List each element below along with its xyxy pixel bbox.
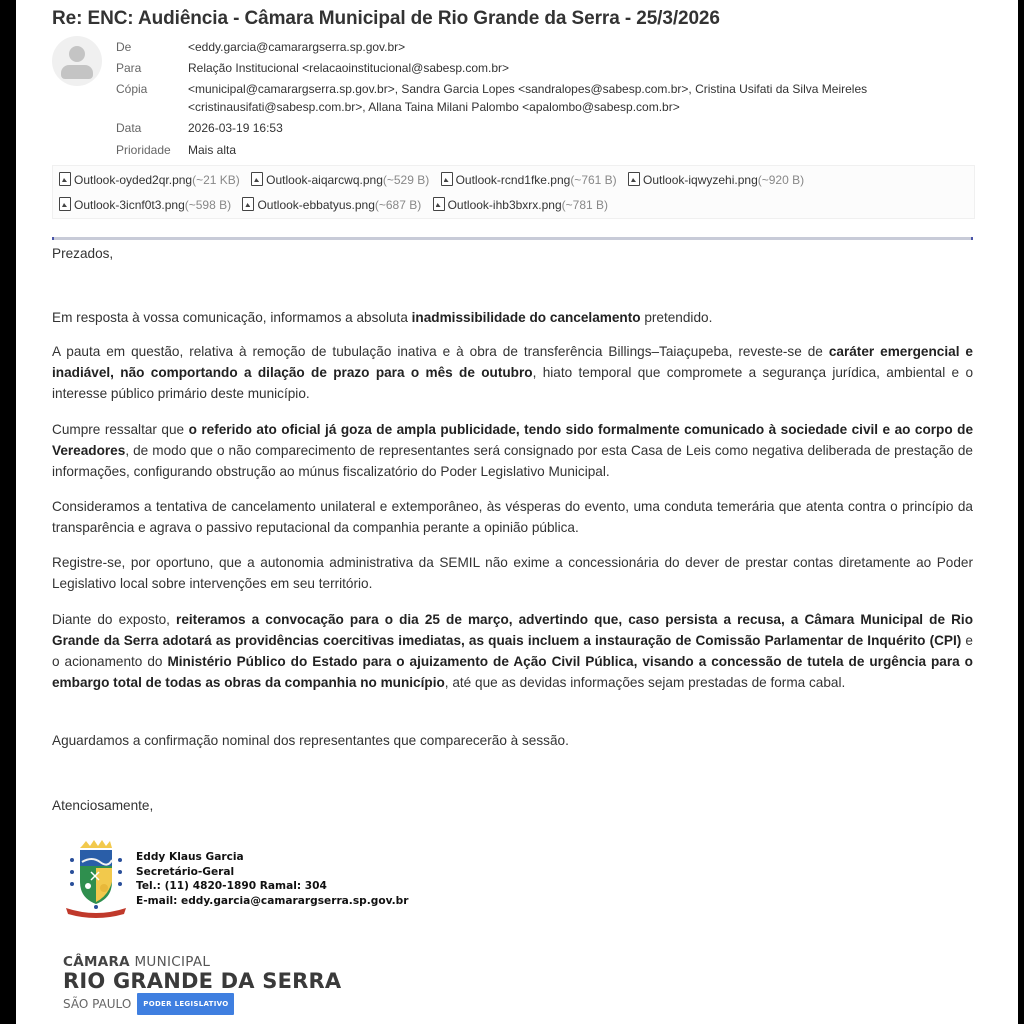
greeting: Prezados,	[52, 246, 114, 261]
crest-crown	[80, 840, 112, 848]
attachment-size: (~781 B)	[561, 198, 609, 212]
bold-run: o referido ato oficial já goza de ampla publicidade, tendo sido formalmente comunicado à sociedade civil e ao corpo de Vereadores	[52, 422, 974, 458]
attachment-item[interactable]	[242, 197, 421, 212]
logo-state: SÃO PAULO	[63, 997, 132, 1011]
attachment-size: (~761 B)	[570, 173, 617, 187]
logo-municipal: MUNICIPAL	[129, 954, 211, 970]
header-label: Prioridade	[116, 143, 171, 157]
signature-name: Eddy Klaus Garcia	[136, 851, 244, 863]
header-label: Cópia	[116, 82, 148, 96]
bold-run: inadmissibilidade do cancelamento	[411, 310, 641, 325]
text-run: A pauta em questão, relativa à remoção de tubulação inativa e à obra de transferência Billings–Taiaçupeba, reveste-se de	[52, 344, 829, 359]
header-priority-value: Mais alta	[188, 143, 237, 157]
text-run: pretendido.	[640, 310, 713, 325]
camara-logo	[63, 955, 341, 1015]
avatar-head-shape	[69, 46, 85, 62]
text-run: , hiato temporal que compromete a segurança jurídica, ambiental e o interesse público primário deste município.	[52, 365, 974, 401]
attachments-row-1	[59, 172, 812, 187]
logo-line-3	[63, 993, 341, 1015]
paragraph-4: Consideramos a tentativa de cancelamento unilateral e extemporâneo, às vésperas do evento, uma conduta temerária que atenta contra o princípio da transparência e agrava o passivo reputacional da companhia perante a opinião pública.	[52, 499, 973, 535]
text-run: e o acionamento do	[52, 633, 973, 669]
paragraph-7: Aguardamos a confirmação nominal dos representantes que comparecerão à sessão.	[52, 733, 569, 748]
text-run: Diante do exposto,	[52, 612, 177, 627]
logo-badge: PODER LEGISLATIVO	[137, 993, 234, 1015]
attachment-item[interactable]	[59, 172, 240, 187]
attachment-size: (~687 B)	[374, 198, 422, 212]
image-file-icon	[433, 197, 445, 211]
header-cc-value-line2[interactable]: <cristinausifati@sabesp.com.br>, Allana Taina Milani Palombo <apalombo@sabesp.com.br>	[188, 100, 680, 114]
attachment-size: (~598 B)	[184, 198, 232, 212]
attachments-panel	[52, 165, 975, 219]
image-file-icon	[628, 172, 640, 186]
attachment-item[interactable]	[59, 197, 231, 212]
attachment-name: Outlook-oyded2qr.png	[74, 173, 193, 187]
logo-line-1	[63, 955, 341, 970]
bold-run: Ministério Público do Estado para o ajuizamento de Ação Civil Pública, visando a concessão de tutela de urgência para o embargo total de todas as obras da companhia no município	[52, 654, 973, 690]
bold-run: caráter emergencial e inadiável, não comportando a dilação de prazo para o mês de outubro	[52, 344, 973, 380]
attachment-size: (~529 B)	[382, 173, 430, 187]
header-label: Para	[116, 61, 142, 75]
attachment-name: Outlook-aiqarcwq.png	[266, 173, 383, 187]
image-file-icon	[59, 197, 71, 211]
email-subject: Re: ENC: Audiência - Câmara Municipal de Rio Grande da Serra - 25/3/2026	[52, 8, 720, 29]
image-file-icon	[59, 172, 71, 186]
logo-line-2: RIO GRANDE DA SERRA	[63, 969, 342, 993]
header-date-value: 2026-03-19 16:53	[188, 121, 283, 135]
header-from-value[interactable]: <eddy.garcia@camarargserra.sp.gov.br>	[188, 40, 406, 54]
paragraph-3	[52, 419, 973, 482]
crest-detail	[85, 883, 91, 889]
text-run: , de modo que o não comparecimento de representantes será consignado por esta Casa de Leis como negativa deliberada de prestação de informações, configurando obstrução ao múnus fiscalizatório do Poder Legislativo Municipal.	[52, 443, 973, 479]
logo-camara: CÂMARA	[63, 954, 130, 970]
attachment-item[interactable]	[251, 172, 429, 187]
image-file-icon	[251, 172, 263, 186]
header-to-value[interactable]: Relação Institucional <relacaoinstitucional@sabesp.com.br>	[188, 61, 510, 75]
signature-role: Secretário-Geral	[136, 865, 235, 878]
paragraph-1	[52, 307, 973, 328]
signature-email[interactable]: E-mail: eddy.garcia@camarargserra.sp.gov.br	[136, 894, 409, 907]
attachment-size: (~920 B)	[757, 173, 805, 187]
sender-avatar	[52, 36, 102, 86]
body-divider	[52, 237, 973, 240]
email-signature	[136, 850, 408, 908]
avatar-body-shape	[61, 65, 93, 79]
image-file-icon	[441, 172, 453, 186]
paragraph-2	[52, 341, 973, 404]
attachments-row-2	[59, 197, 616, 212]
coat-of-arms-icon	[64, 838, 128, 918]
attachment-name: Outlook-rcnd1fke.png	[455, 173, 571, 187]
email-view	[16, 0, 1018, 1024]
image-file-icon	[242, 197, 254, 211]
text-run: Em resposta à vossa comunicação, informamos a absoluta	[52, 310, 412, 325]
header-cc-value[interactable]: <municipal@camarargserra.sp.gov.br>, Sandra Garcia Lopes <sandralopes@sabesp.com.br>, Cristina Usifati da Silva Meireles	[188, 82, 868, 96]
attachment-item[interactable]	[628, 172, 804, 187]
paragraph-5: Registre-se, por oportuno, que a autonomia administrativa da SEMIL não exime a concessionária do dever de prestar contas diretamente ao Poder Legislativo local sobre intervenções em seu território.	[52, 555, 973, 591]
crest-detail	[100, 884, 108, 892]
attachment-name: Outlook-iqwyzehi.png	[643, 173, 758, 187]
header-label: De	[116, 40, 132, 54]
attachment-item[interactable]	[433, 197, 608, 212]
attachment-name: Outlook-ihb3bxrx.png	[447, 198, 562, 212]
bold-run: reiteramos a convocação para o dia 25 de março, advertindo que, caso persista a recusa, a Câmara Municipal de Rio Grande da Serra adotará as providências coercitivas imediatas, as quais incluem a instauração de Comissão Parlamentar de Inquérito (CPI)	[52, 612, 973, 648]
attachment-name: Outlook-3icnf0t3.png	[74, 198, 185, 212]
attachment-size: (~21 KB)	[192, 173, 240, 187]
attachment-item[interactable]	[441, 172, 617, 187]
text-run: , até que as devidas informações sejam prestadas de forma cabal.	[444, 675, 846, 690]
attachment-name: Outlook-ebbatyus.png	[257, 198, 375, 212]
closing: Atenciosamente,	[52, 798, 154, 813]
text-run: Cumpre ressaltar que	[52, 422, 189, 437]
paragraph-6	[52, 609, 973, 693]
signature-phone: Tel.: (11) 4820-1890 Ramal: 304	[136, 880, 327, 892]
crest-ribbon	[66, 908, 126, 918]
header-label: Data	[116, 121, 142, 135]
